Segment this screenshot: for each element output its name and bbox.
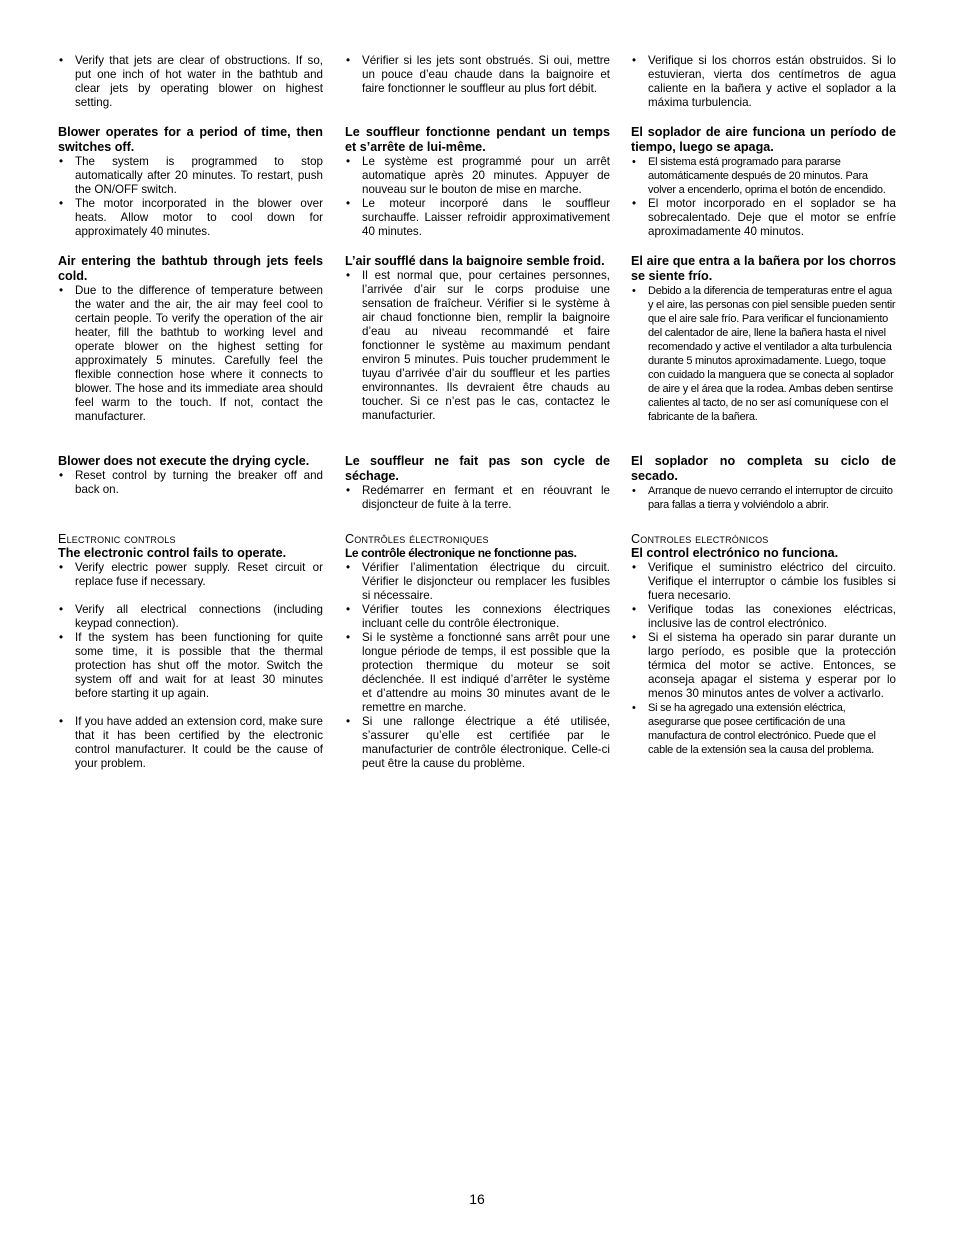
intro-block xyxy=(631,54,896,110)
list-item: • Reset control by turning the breaker off and back on. xyxy=(58,469,323,497)
intro-block xyxy=(345,54,610,96)
list-item: • El motor incorporado en el soplador se ha sobrecalentado. Deje que el motor se enfríe aproximadamente 40 minutos. xyxy=(631,197,896,239)
cold-air-block xyxy=(631,254,896,424)
list-item: • Verifique todas las conexiones eléctricas, inclusive las de control electrónico. xyxy=(631,603,896,631)
list-item: • El sistema está programado para pararse automáticamente después de 20 minutos. Para volver a encenderlo, oprima el botón de encendido. xyxy=(631,155,896,197)
question-heading: Blower operates for a period of time, then switches off. xyxy=(58,125,323,154)
list-item: • Le système est programmé pour un arrêt automatique après 20 minutes. Appuyer de nouveau sur le bouton de mise en marche. xyxy=(345,155,610,197)
question-heading: Le contrôle électronique ne fonctionne pas. xyxy=(345,546,577,560)
blower-stops-block xyxy=(345,125,610,239)
list-item: • Vérifier toutes les connexions électriques incluant celle du contrôle électronique. xyxy=(345,603,610,631)
question-heading: Blower does not execute the drying cycle. xyxy=(58,454,310,468)
question-heading: El control electrónico no funciona. xyxy=(631,546,839,560)
list-item: • Verify electric power supply. Reset circuit or replace fuse if necessary. xyxy=(58,561,323,589)
question-heading: Air entering the bathtub through jets feels cold. xyxy=(58,254,323,283)
question-heading: El soplador no completa su ciclo de secado. xyxy=(631,454,896,483)
blower-stops-block xyxy=(631,125,896,239)
blower-stops-block xyxy=(58,125,323,239)
question-heading: El soplador de aire funciona un período de tiempo, luego se apaga. xyxy=(631,125,896,154)
list-item: • The system is programmed to stop automatically after 20 minutes. To restart, push the ON/OFF switch. xyxy=(58,155,323,197)
section-title: Controles electrónicos xyxy=(631,532,769,546)
question-heading: El aire que entra a la bañera por los chorros se siente frío. xyxy=(631,254,896,283)
list-item: • Si le système a fonctionné sans arrêt pour une longue période de temps, il est possible que la protection thermique du moteur se soit déclenchée. Il est indiqué d’arrêter le système et d’attendre au moins 30 minutes avant de le remettre en marche. xyxy=(345,631,610,715)
cold-air-block xyxy=(345,254,610,423)
spacer xyxy=(58,701,323,715)
cold-air-block xyxy=(58,254,323,424)
drying-cycle-block xyxy=(58,454,323,497)
list-item: • Verifique el suministro eléctrico del circuito. Verifique el interruptor o cámbie los fusibles si fuera necesario. xyxy=(631,561,896,603)
section-title: Contrôles électroniques xyxy=(345,532,489,546)
list-item: • Verify all electrical connections (including keypad connection). xyxy=(58,603,323,631)
spacer xyxy=(58,589,323,603)
list-item: • Vérifier l’alimentation électrique du circuit. Vérifier le disjoncteur ou remplacer les fusibles si nécessaire. xyxy=(345,561,610,603)
electronic-controls-block xyxy=(58,532,323,771)
list-item: • If you have added an extension cord, make sure that it has been certified by the electronic control manufacturer. It could be the cause of your problem. xyxy=(58,715,323,771)
question-heading: Le souffleur ne fait pas son cycle de séchage. xyxy=(345,454,610,483)
list-item: • Arranque de nuevo cerrando el interruptor de circuito para fallas a tierra y volviéndolo a abrir. xyxy=(631,484,896,512)
list-item: • Redémarrer en fermant et en réouvrant le disjoncteur de fuite à la terre. xyxy=(345,484,610,512)
page-number: 16 xyxy=(469,1191,485,1207)
list-item: • The motor incorporated in the blower over heats. Allow motor to cool down for approximately 40 minutes. xyxy=(58,197,323,239)
question-heading: Le souffleur fonctionne pendant un temps et s’arrête de lui-même. xyxy=(345,125,610,154)
list-item: • Due to the difference of temperature between the water and the air, the air may feel cool to certain people. To verify the operation of the air heater, fill the bathtub to working level and operate blower on the highest setting for approximately 5 minutes. Carefully feel the flexible connection hose where it connects to blower. The hose and its immediate area should feel warm to the touch. If not, contact the manufacturer. xyxy=(58,284,323,424)
list-item: • Si el sistema ha operado sin parar durante un largo período, es posible que la protección térmica del motor se active. Entonces, se aconseja apagar el sistema y esperar por lo menos 30 minutos antes de volver a activarlo. xyxy=(631,631,896,701)
list-item: • If the system has been functioning for quite some time, it is possible that the thermal protection has shut off the motor. Switch the system off and wait for at least 30 minutes before starting it up again. xyxy=(58,631,323,701)
list-item: • Debido a la diferencia de temperaturas entre el agua y el aire, las personas con piel sensible pueden sentir que el aire sale frío. Para verificar el funcionamiento del calentador de aire, llene la bañera hasta el nivel recomendado y active el ventilador a alta turbulencia durante 5 minutos aproximadamente. Luego, toque con cuidado la manguera que se conecta al soplador de aire y el área que la rodea. Ambas deben sentirse calientes al tacto, de no ser así comuníquese con el fabricante de la bañera. xyxy=(631,284,896,424)
intro-block xyxy=(58,54,323,110)
question-heading: L’air soufflé dans la baignoire semble froid. xyxy=(345,254,605,268)
list-item: • Vérifier si les jets sont obstrués. Si oui, mettre un pouce d’eau chaude dans la baignoire et faire fonctionner le souffleur au plus fort débit. xyxy=(345,54,610,96)
drying-cycle-block xyxy=(345,454,610,512)
list-item: • Verifique si los chorros están obstruidos. Si lo estuvieran, vierta dos centímetros de agua caliente en la bañera y active el soplador a la máxima turbulencia. xyxy=(631,54,896,110)
electronic-controls-block xyxy=(345,532,610,771)
list-item: • Il est normal que, pour certaines personnes, l’arrivée d’air sur le corps produise une sensation de fraîcheur. Vérifier si le système à air chaud fonctionne bien, remplir la baignoire d’eau au niveau recommandé et faire fonctionner le système au maximum pendant environ 5 minutes. Puis toucher prudemment le tuyau d’arrivée d’air du souffleur et les parties environnantes. Ils devraient être chauds au toucher. Si ce n’est pas le cas, contactez le manufacturier. xyxy=(345,269,610,423)
electronic-controls-block xyxy=(631,532,896,757)
list-item: • Si se ha agregado una extensión eléctrica, asegurarse que posee certificación de una manufactura de control electrónico. Puede que el cable de la extensión sea la causa del problema. xyxy=(631,701,896,757)
drying-cycle-block xyxy=(631,454,896,512)
list-item: • Si une rallonge électrique a été utilisée, s’assurer qu’elle est certifiée par le manufacturier de contrôle électronique. Celle-ci peut être la cause du problème. xyxy=(345,715,610,771)
list-item: • Le moteur incorporé dans le souffleur surchauffe. Laisser refroidir approximativement 40 minutes. xyxy=(345,197,610,239)
list-item: • Verify that jets are clear of obstructions. If so, put one inch of hot water in the bathtub and clear jets by operating blower on highest setting. xyxy=(58,54,323,110)
section-title: Electronic controls xyxy=(58,532,176,546)
question-heading: The electronic control fails to operate. xyxy=(58,546,287,560)
